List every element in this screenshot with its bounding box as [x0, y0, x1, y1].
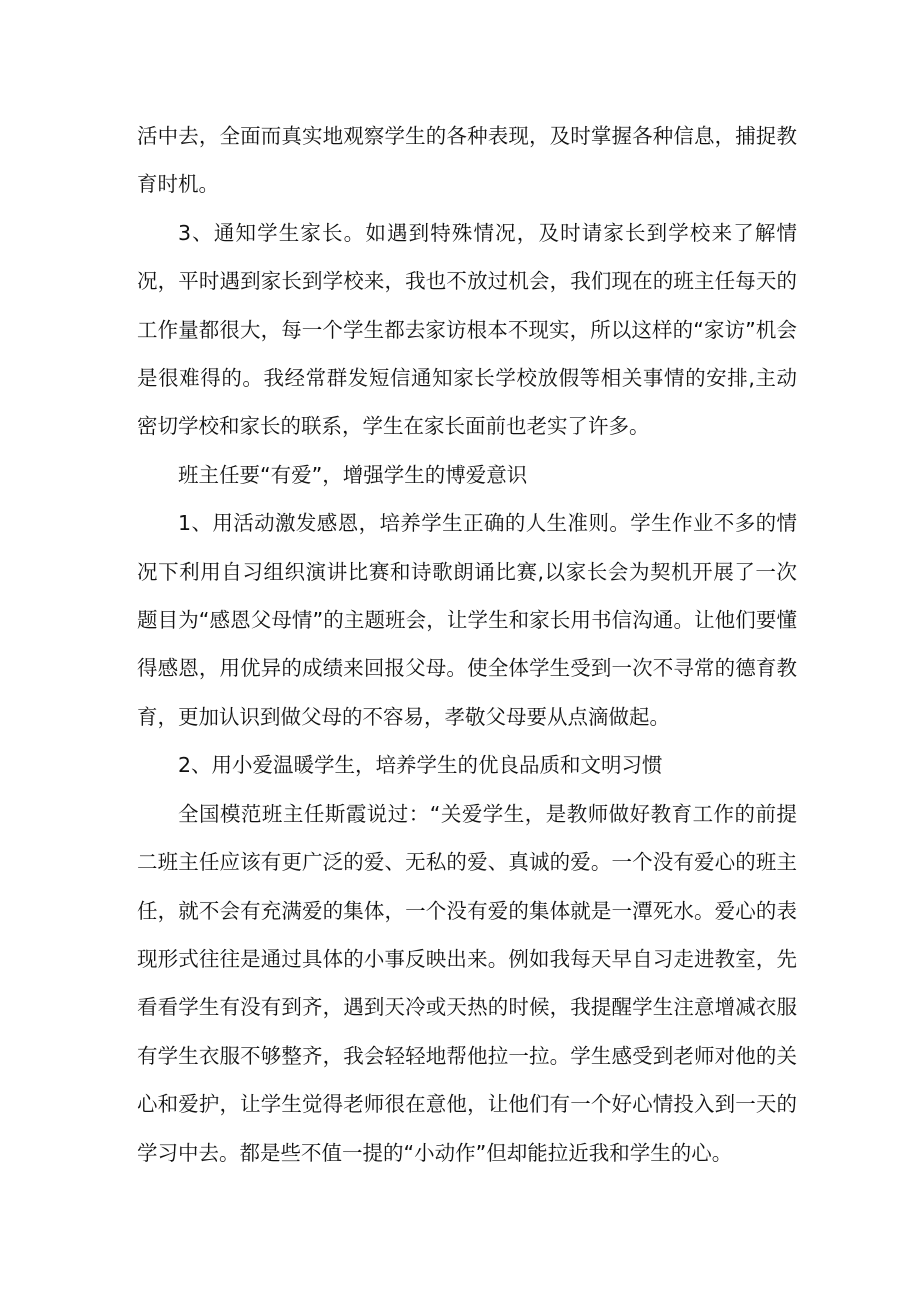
section-heading-love: 班主任要“有爱”，增强学生的博爱意识	[178, 462, 528, 487]
paragraph-notify-parents: 3、通知学生家长。如遇到特殊情况，及时请家长到学校来了解情况，平时遇到家长到学校来，我也不放过机会，我们现在的班主任每天的工作量都很大，每一个学生都去家访根本不现实，所以这样的“家访”机会是很难得的。我经常群发短信通知家长学校放假等相关事情的安排,主动密切学校和家长的联系，学生在家长面前也老实了许多。	[137, 220, 797, 439]
paragraph-gratitude-activities: 1、用活动激发感恩，培养学生正确的人生准则。学生作业不多的情况下利用自习组织演讲比赛和诗歌朗诵比赛,以家长会为契机开展了一次题目为“感恩父母情”的主题班会，让学生和家长用书信沟通。让他们要懂得感恩，用优异的成绩来回报父母。使全体学生受到一次不寻常的德育教育，更加认识到做父母的不容易，孝敬父母要从点滴做起。	[137, 511, 797, 729]
document-body	[137, 112, 797, 1177]
paragraph-model-teacher-quote: 全国模范班主任斯霞说过：“关爱学生，是教师做好教育工作的前提二班主任应该有更广泛的爱、无私的爱、真诚的爱。一个没有爱心的班主任，就不会有充满爱的集体，一个没有爱的集体就是一潭死水。爱心的表现形式往往是通过具体的小事反映出来。例如我每天早自习走进教室，先看看学生有没有到齐，遇到天冷或天热的时候，我提醒学生注意增减衣服有学生衣服不够整齐，我会轻轻地帮他拉一拉。学生感受到老师对他的关心和爱护，让学生觉得老师很在意他，让他们有一个好心情投入到一天的学习中去。都是些不值一提的“小动作”但却能拉近我和学生的心。	[137, 801, 797, 1165]
paragraph-continuation: 活中去，全面而真实地观察学生的各种表现，及时掌握各种信息，捕捉教育时机。	[137, 124, 797, 197]
paragraph-small-love-heading: 2、用小爱温暖学生，培养学生的优良品质和文明习惯	[178, 753, 663, 778]
